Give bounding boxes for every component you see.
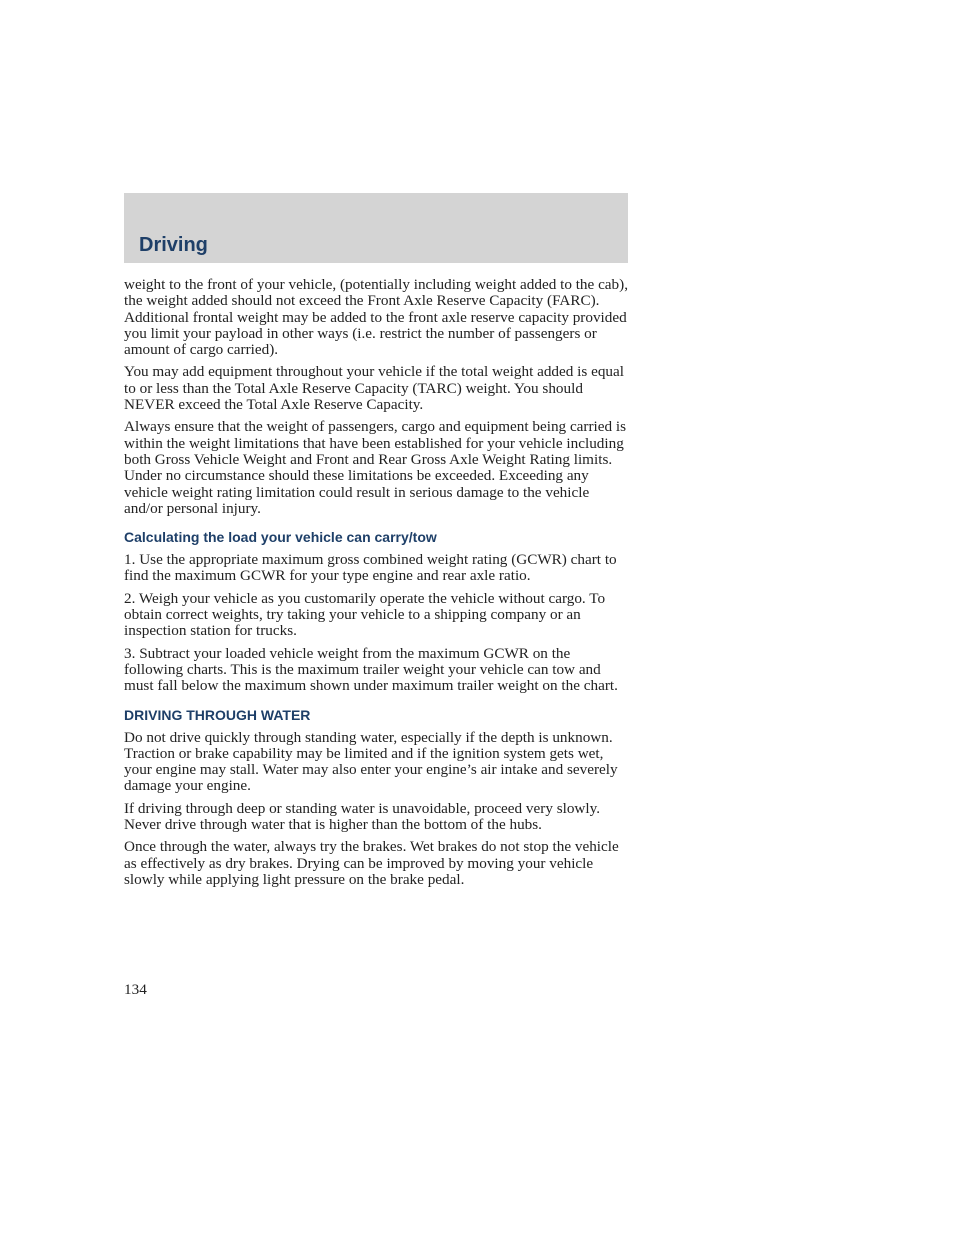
section-title: Driving (139, 234, 208, 256)
heading-calculating-load: Calculating the load your vehicle can carry/tow (124, 529, 437, 546)
heading-driving-through-water: DRIVING THROUGH WATER (124, 706, 311, 723)
paragraph-total-axle-reserve: You may add equipment throughout your vehicle if the total weight added is equal to or less than the Total Axle Reserve Capacity (TARC) weight. You should NEVER exceed the Total Axle Reserve Capacity. (124, 363, 624, 414)
step-2: 2. Weigh your vehicle as you customarily operate the vehicle without cargo. To obtain correct weights, try taking your vehicle to a shipping company or an inspection station for trucks. (124, 589, 606, 640)
paragraph-standing-water: Do not drive quickly through standing water, especially if the depth is unknown. Traction or brake capability may be limited and if the ignition system gets wet, your engine may stall. Water may also enter your engine’s air intake and severely damage your engine. (124, 728, 618, 795)
page-number: 134 (124, 981, 147, 998)
page-body (124, 277, 630, 894)
step-1: 1. Use the appropriate maximum gross combined weight rating (GCWR) chart to find the maximum GCWR for your type engine and rear axle ratio. (124, 551, 617, 585)
paragraph-wet-brakes: Once through the water, always try the brakes. Wet brakes do not stop the vehicle as effectively as dry brakes. Drying can be improved by moving your vehicle slowly while applying light pressure on the brake pedal. (124, 838, 619, 888)
section-header-band (124, 193, 628, 263)
paragraph-front-axle-weight: weight to the front of your vehicle, (potentially including weight added to the cab), the weight added should not exceed the Front Axle Reserve Capacity (FARC). Additional frontal weight may be added to the front axle reserve capacity provided you limit your payload in other ways (i.e. restrict the number of passengers or amount of cargo carried). (124, 276, 628, 359)
step-3: 3. Subtract your loaded vehicle weight from the maximum GCWR on the following charts. This is the maximum trailer weight your vehicle can tow and must fall below the maximum shown under maximum trailer weight on the chart. (124, 644, 618, 695)
paragraph-weight-limitations: Always ensure that the weight of passengers, cargo and equipment being carried is within the weight limitations that have been established for your vehicle including both Gross Vehicle Weight and Front and Rear Gross Axle Weight Rating limits. Under no circumstance should these limitations be exceeded. Exceeding any vehicle weight rating limitation could result in serious damage to the vehicle and/or personal injury. (124, 418, 627, 517)
paragraph-deep-water: If driving through deep or standing water is unavoidable, proceed very slowly. Never drive through water that is higher than the bottom of the hubs. (124, 799, 601, 834)
